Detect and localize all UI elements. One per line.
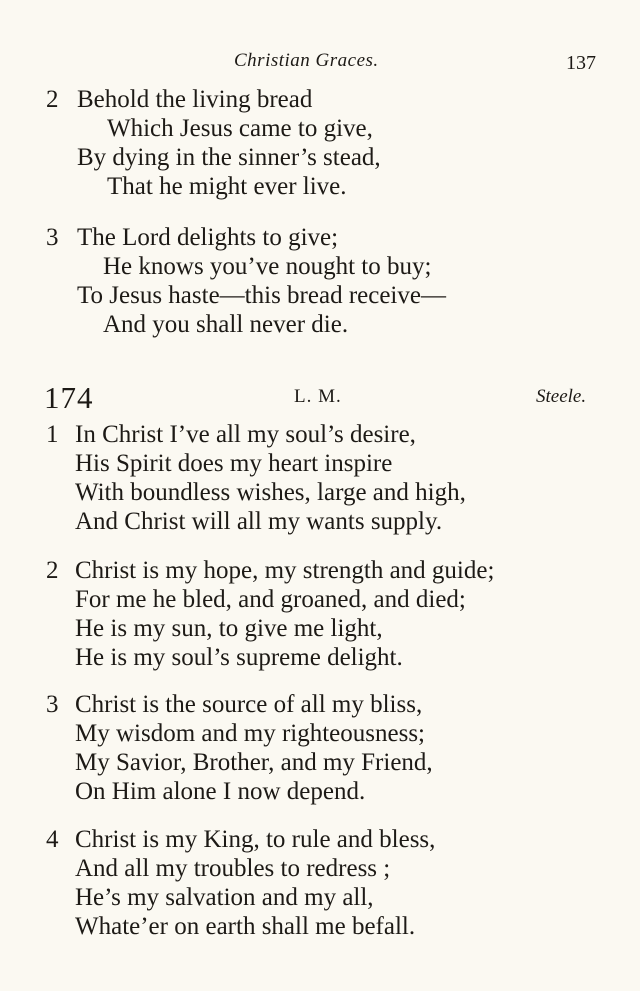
stanza-line: My wisdom and my righteousness;	[75, 720, 425, 747]
stanza-line: And Christ will all my wants supply.	[75, 508, 443, 535]
hymn-heading	[0, 380, 640, 415]
stanza-number: 3	[46, 224, 59, 251]
stanza-line: The Lord delights to give;	[77, 224, 339, 251]
stanza-number: 2	[46, 86, 59, 113]
stanza-line: Whate’er on earth shall me befall.	[75, 913, 416, 940]
stanza-line: Christ is my King, to rule and bless,	[75, 826, 436, 853]
stanza-line: Behold the living bread	[77, 86, 313, 113]
stanza-line: He’s my salvation and my all,	[75, 884, 374, 911]
hymn-number: 174	[44, 380, 94, 415]
stanza-line: To Jesus haste—this bread receive—	[77, 282, 446, 309]
stanza-number: 3	[46, 691, 59, 718]
stanza-line: With boundless wishes, large and high,	[75, 479, 466, 506]
stanza-line: Christ is the source of all my bliss,	[75, 691, 423, 718]
stanza-line: Which Jesus came to give,	[107, 115, 373, 142]
stanza-line: That he might ever live.	[107, 173, 347, 200]
stanza-line: For me he bled, and groaned, and died;	[75, 586, 466, 613]
hymn-meter: L. M.	[294, 386, 342, 407]
page-header	[0, 50, 640, 76]
stanza-line: In Christ I’ve all my soul’s desire,	[75, 421, 416, 448]
stanza-line: By dying in the sinner’s stead,	[77, 144, 381, 171]
stanza-line: He is my sun, to give me light,	[75, 615, 383, 642]
stanza-line: And you shall never die.	[103, 311, 349, 338]
stanza-line: Christ is my hope, my strength and guide;	[75, 557, 495, 584]
hymn-author: Steele.	[536, 386, 587, 407]
stanza-line: He is my soul’s supreme delight.	[75, 644, 403, 671]
stanza-line: On Him alone I now depend.	[75, 778, 366, 805]
stanza-number: 1	[46, 421, 59, 448]
stanza-number: 2	[46, 557, 59, 584]
section-title: Christian Graces.	[234, 50, 379, 71]
stanza-line: His Spirit does my heart inspire	[75, 450, 393, 477]
stanza-line: My Savior, Brother, and my Friend,	[75, 749, 433, 776]
stanza-line: He knows you’ve nought to buy;	[103, 253, 432, 280]
stanza-number: 4	[46, 826, 59, 853]
stanza-line: And all my troubles to redress ;	[75, 855, 391, 882]
page-number: 137	[566, 52, 596, 74]
